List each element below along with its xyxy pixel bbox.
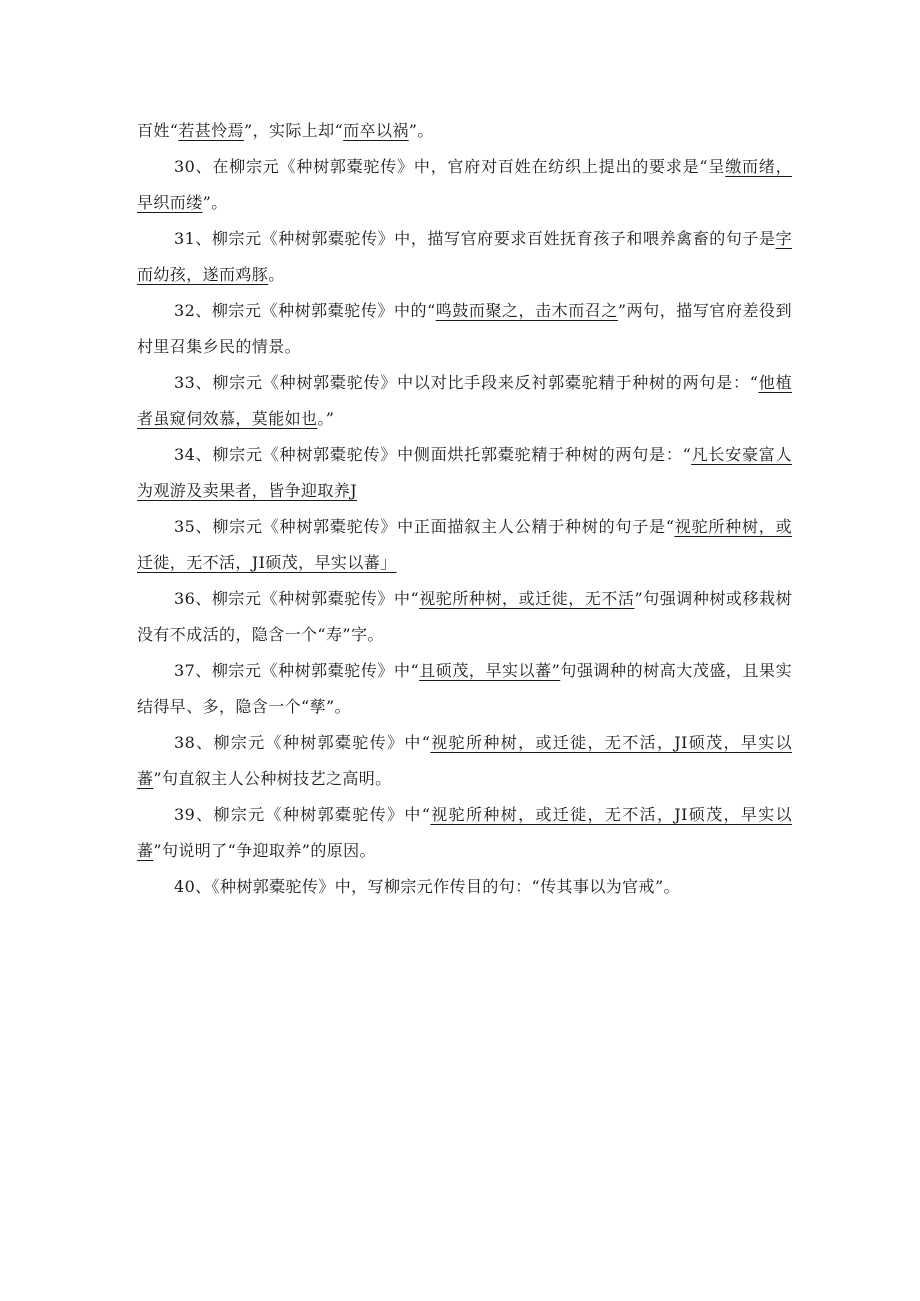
underlined-answer: 视驼所种树，或迁徙，无不活，JI硕茂，早实以蕃 <box>137 733 792 788</box>
underlined-answer: 视驼所种树，或迁徙，无不活 <box>419 589 635 608</box>
paragraph <box>137 653 792 725</box>
text-body <box>137 113 792 905</box>
text-run: 。” <box>317 409 335 428</box>
text-run: ”。 <box>408 121 434 140</box>
text-run: 37、柳宗元《种树郭橐驼传》中“ <box>174 661 420 680</box>
underlined-answer: 且硕茂，早实以蕃” <box>419 661 561 680</box>
text-run: 句强调种的树高大茂盛，且果实结得早、多，隐含一个“孳”。 <box>137 661 792 716</box>
underlined-answer: 缴而绪，早织而缕 <box>137 157 792 212</box>
text-run: 38、柳宗元《种树郭橐驼传》中“ <box>174 733 431 752</box>
paragraph <box>137 221 792 293</box>
text-run: 36、柳宗元《种树郭橐驼传》中“ <box>174 589 420 608</box>
underlined-answer: 视驼所种树，或迁徙，无不活，JI硕茂，早实以蕃」 <box>137 517 792 572</box>
paragraph <box>137 509 792 581</box>
text-run: 34、柳宗元《种树郭橐驼传》中侧面烘托郭橐驼精于种树的两句是：“ <box>174 445 692 464</box>
paragraph <box>137 293 792 365</box>
paragraph <box>137 797 792 869</box>
text-run: 32、柳宗元《种树郭橐驼传》中的“ <box>174 301 436 320</box>
underlined-answer: 凡长安豪富人为观游及卖果者，皆争迎取养J <box>137 445 792 500</box>
paragraph <box>137 581 792 653</box>
underlined-answer: 他植者虽窥伺效慕，莫能如也 <box>137 373 792 428</box>
text-run: ”两句，描写官府差役到村里召集乡民的情景。 <box>137 301 792 356</box>
text-run: 40、《种树郭橐驼传》中，写柳宗元作传目的句：“传其事以为官戒”。 <box>174 877 680 896</box>
text-run: 39、柳宗元《种树郭橐驼传》中“ <box>174 805 431 824</box>
text-run: 百姓“ <box>137 121 179 140</box>
paragraph <box>137 365 792 437</box>
text-run: ”，实际上却“ <box>244 121 344 140</box>
text-run: ”句直叙主人公种树技艺之高明。 <box>153 769 392 788</box>
paragraph <box>137 725 792 797</box>
text-run: 。 <box>268 265 285 284</box>
underlined-answer: 视驼所种树，或迁徙，无不活，JI硕茂，早实以蕃 <box>137 805 792 860</box>
paragraph <box>137 869 792 905</box>
text-run: ”句说明了“争迎取养”的原因。 <box>153 841 376 860</box>
underlined-answer: 若甚怜焉 <box>178 121 244 140</box>
text-run: ”。 <box>202 193 228 212</box>
underlined-answer: 鸣鼓而聚之，击木而召之 <box>435 301 618 320</box>
paragraph <box>137 437 792 509</box>
text-run: 30、在柳宗元《种树郭橐驼传》中，官府对百姓在纺织上提出的要求是“呈 <box>174 157 726 176</box>
text-run: 31、柳宗元《种树郭橐驼传》中，描写官府要求百姓抚育孩子和喂养禽畜的句子是 <box>174 229 776 248</box>
underlined-answer: 而卒以祸 <box>343 121 409 140</box>
text-run: ”句强调种树或移栽树没有不成活的，隐含一个“寿”字。 <box>137 589 792 644</box>
paragraph <box>137 149 792 221</box>
underlined-answer: 字而幼孩，遂而鸡豚 <box>137 229 792 284</box>
text-run: 33、柳宗元《种树郭橐驼传》中以对比手段来反衬郭橐驼精于种树的两句是：“ <box>174 373 759 392</box>
text-run: 35、柳宗元《种树郭橐驼传》中正面描叙主人公精于种树的句子是“ <box>174 517 675 536</box>
paragraph <box>137 113 792 149</box>
